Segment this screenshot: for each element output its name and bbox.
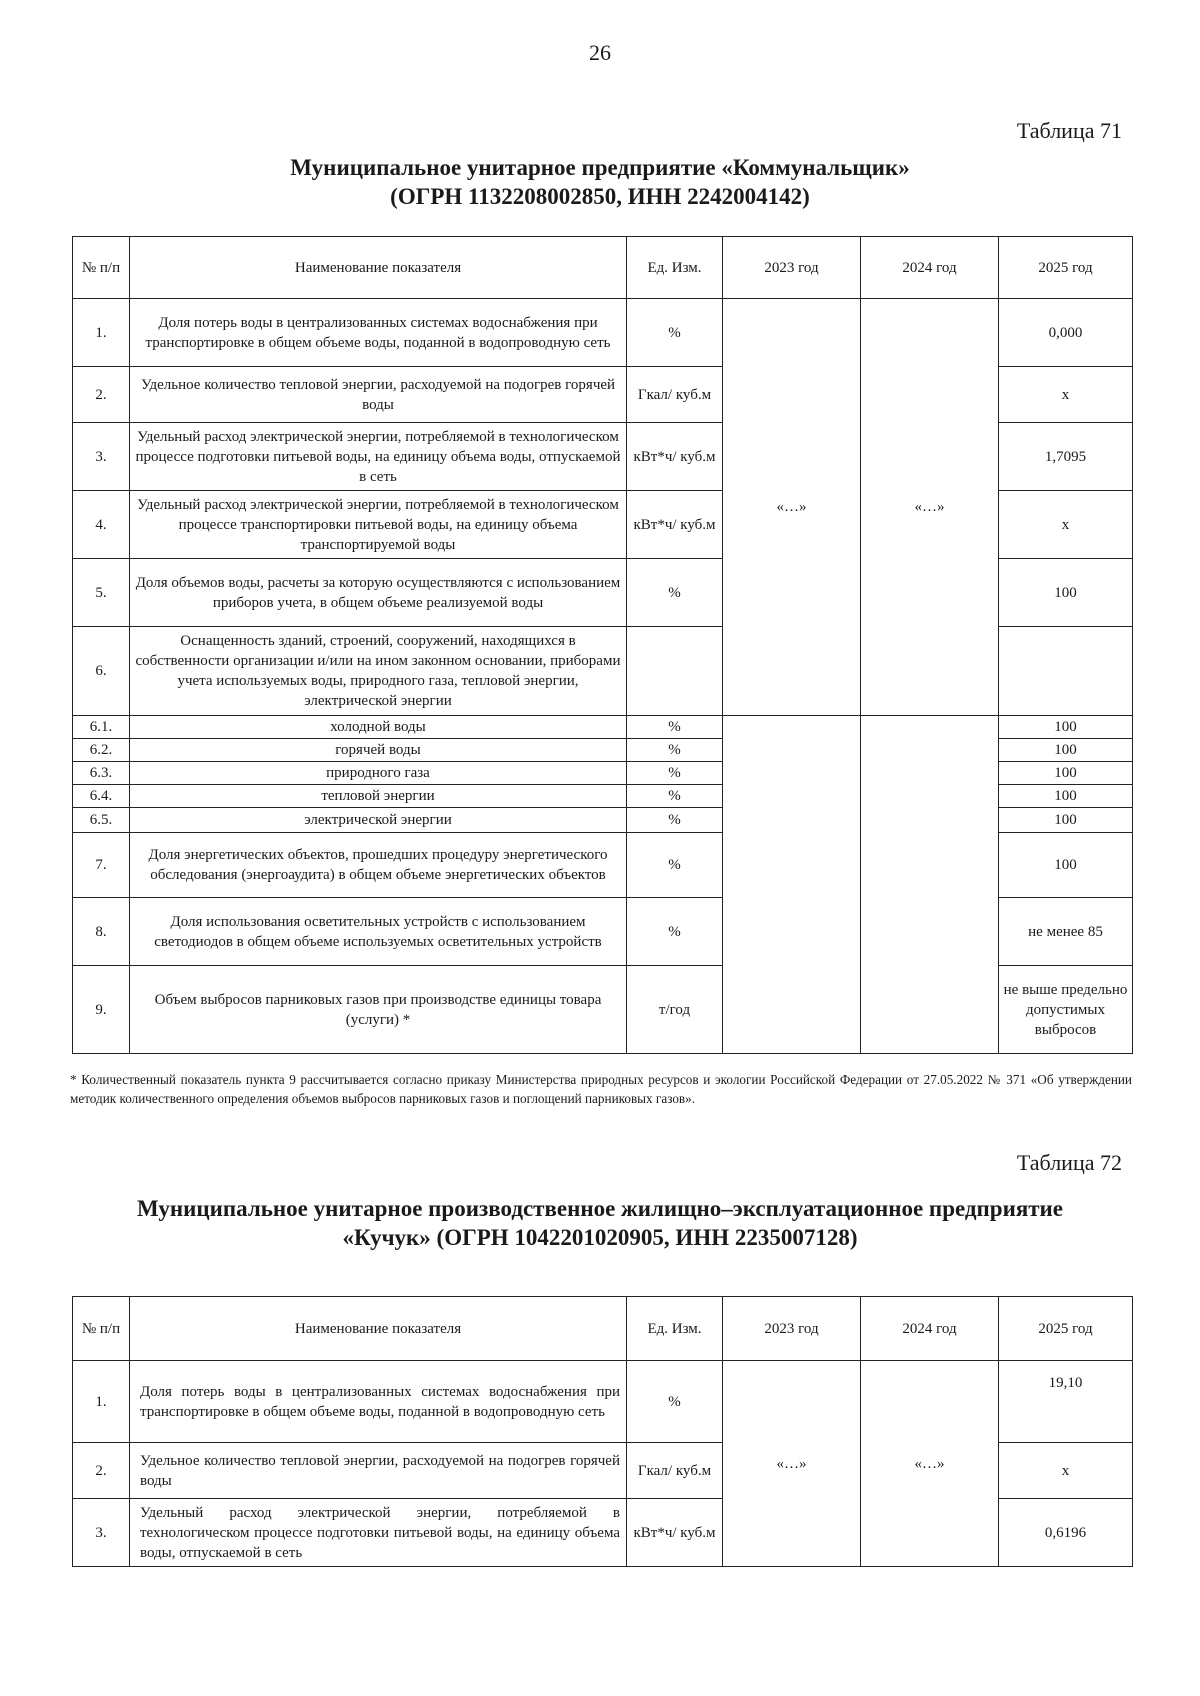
row-unit: %	[627, 716, 723, 739]
header-2023: 2023 год	[723, 237, 861, 299]
row-2025: х	[999, 367, 1133, 423]
row-unit: %	[627, 559, 723, 627]
row-num: 6.4.	[73, 785, 130, 808]
header-unit: Ед. Изм.	[627, 1297, 723, 1361]
row-name: Доля потерь воды в централизованных системах водоснабжения при транспортировке в общем объеме воды, поданной в водопроводную сеть	[130, 299, 627, 367]
row-num: 1.	[73, 299, 130, 367]
row-2025: 19,10	[999, 1361, 1133, 1443]
row-2025: 100	[999, 716, 1133, 739]
merged-2023-cell: «…»	[723, 1361, 861, 1567]
row-num: 3.	[73, 423, 130, 491]
row-num: 3.	[73, 1499, 130, 1567]
row-unit: %	[627, 739, 723, 762]
row-unit: %	[627, 299, 723, 367]
row-num: 6.1.	[73, 716, 130, 739]
row-2025: не выше предельно допустимых выбросов	[999, 966, 1133, 1054]
row-unit: т/год	[627, 966, 723, 1054]
header-num: № п/п	[73, 237, 130, 299]
row-name: Доля объемов воды, расчеты за которую осуществляются с использованием приборов учета, в общем объеме реализуемой воды	[130, 559, 627, 627]
table-71-title-line1: Муниципальное унитарное предприятие «Коммунальщик»	[290, 155, 910, 180]
table-71	[72, 236, 1133, 1054]
row-2025: х	[999, 1443, 1133, 1499]
footnote: * Количественный показатель пункта 9 рассчитывается согласно приказу Министерства природных ресурсов и экологии Российской Федерации от 27.05.2022 № 371 «Об утверждении методик количественного определения объемов выбросов парниковых газов и поглощений парниковых газов».	[70, 1072, 1132, 1106]
table-71-title-line2: (ОГРН 1132208002850, ИНН 2242004142)	[390, 184, 810, 209]
row-unit: %	[627, 898, 723, 966]
merged-2023-cell: «…»	[723, 299, 861, 716]
header-name: Наименование показателя	[130, 237, 627, 299]
header-2023: 2023 год	[723, 1297, 861, 1361]
row-2025: не менее 85	[999, 898, 1133, 966]
row-unit: %	[627, 833, 723, 898]
merged-2024-cell: «…»	[861, 1361, 999, 1567]
table-row	[73, 1361, 1133, 1443]
row-2025: 1,7095	[999, 423, 1133, 491]
row-2025: 100	[999, 808, 1133, 833]
row-num: 2.	[73, 367, 130, 423]
row-num: 7.	[73, 833, 130, 898]
header-num: № п/п	[73, 1297, 130, 1361]
row-2025: 100	[999, 785, 1133, 808]
header-name: Наименование показателя	[130, 1297, 627, 1361]
row-name: Удельный расход электрической энергии, потребляемой в технологическом процессе подготовки питьевой воды, на единицу объема воды, отпускаемой в сеть	[130, 423, 627, 491]
row-name: холодной воды	[130, 716, 627, 739]
row-name: горячей воды	[130, 739, 627, 762]
row-unit: %	[627, 1361, 723, 1443]
row-2025: х	[999, 491, 1133, 559]
table-header-row	[73, 237, 1133, 299]
row-2025: 100	[999, 559, 1133, 627]
row-unit: кВт*ч/ куб.м	[627, 1499, 723, 1567]
row-name: Удельное количество тепловой энергии, расходуемой на подогрев горячей воды	[130, 1443, 627, 1499]
empty-2023-cell	[723, 716, 861, 1054]
row-2025: 100	[999, 833, 1133, 898]
row-num: 6.	[73, 627, 130, 716]
table-72-title	[0, 1194, 1200, 1252]
row-name: Удельный расход электрической энергии, потребляемой в технологическом процессе транспортировки питьевой воды, на единицу объема транспортируемой воды	[130, 491, 627, 559]
row-unit: Гкал/ куб.м	[627, 367, 723, 423]
merged-2024-cell: «…»	[861, 299, 999, 716]
row-name: электрической энергии	[130, 808, 627, 833]
empty-2024-cell	[861, 716, 999, 1054]
table-72-title-line2: «Кучук» (ОГРН 1042201020905, ИНН 2235007128)	[342, 1225, 858, 1250]
row-2025: 0,000	[999, 299, 1133, 367]
row-name: Удельный расход электрической энергии, потребляемой в технологическом процессе подготовки питьевой воды, на единицу объема воды, отпускаемой в сеть	[130, 1499, 627, 1567]
row-num: 5.	[73, 559, 130, 627]
row-2025: 100	[999, 762, 1133, 785]
row-2025	[999, 627, 1133, 716]
row-num: 2.	[73, 1443, 130, 1499]
row-unit	[627, 627, 723, 716]
header-2024: 2024 год	[861, 1297, 999, 1361]
row-name: Оснащенность зданий, строений, сооружений, находящихся в собственности организации и/или на ином законном основании, приборами учета используемых воды, природного газа, тепловой энергии, электрической энергии	[130, 627, 627, 716]
table-header-row	[73, 1297, 1133, 1361]
row-name: тепловой энергии	[130, 785, 627, 808]
table-72	[72, 1296, 1133, 1567]
row-2025: 0,6196	[999, 1499, 1133, 1567]
table-row	[73, 299, 1133, 367]
row-num: 1.	[73, 1361, 130, 1443]
header-2025: 2025 год	[999, 237, 1133, 299]
table-72-title-line1: Муниципальное унитарное производственное жилищно–эксплуатационное предприятие	[136, 1196, 1064, 1221]
row-num: 9.	[73, 966, 130, 1054]
table-71-label: Таблица 71	[1016, 118, 1122, 143]
row-name: Доля энергетических объектов, прошедших процедуру энергетического обследования (энергоаудита) в общем объеме энергетических объектов	[130, 833, 627, 898]
header-unit: Ед. Изм.	[627, 237, 723, 299]
row-num: 8.	[73, 898, 130, 966]
row-2025: 100	[999, 739, 1133, 762]
row-num: 6.3.	[73, 762, 130, 785]
table-71-title	[0, 153, 1200, 211]
row-name: Объем выбросов парниковых газов при производстве единицы товара (услуги) *	[130, 966, 627, 1054]
row-unit: %	[627, 808, 723, 833]
row-num: 6.2.	[73, 739, 130, 762]
row-unit: кВт*ч/ куб.м	[627, 491, 723, 559]
row-num: 6.5.	[73, 808, 130, 833]
page-number: 26	[589, 40, 611, 65]
row-name: природного газа	[130, 762, 627, 785]
header-2025: 2025 год	[999, 1297, 1133, 1361]
header-2024: 2024 год	[861, 237, 999, 299]
row-name: Доля потерь воды в централизованных системах водоснабжения при транспортировке в общем объеме воды, поданной в водопроводную сеть	[130, 1361, 627, 1443]
row-unit: Гкал/ куб.м	[627, 1443, 723, 1499]
row-name: Доля использования осветительных устройств с использованием светодиодов в общем объеме используемых осветительных устройств	[130, 898, 627, 966]
row-num: 4.	[73, 491, 130, 559]
row-name: Удельное количество тепловой энергии, расходуемой на подогрев горячей воды	[130, 367, 627, 423]
row-unit: %	[627, 785, 723, 808]
row-unit: %	[627, 762, 723, 785]
row-unit: кВт*ч/ куб.м	[627, 423, 723, 491]
table-72-label: Таблица 72	[1016, 1150, 1122, 1175]
table-row	[73, 716, 1133, 739]
